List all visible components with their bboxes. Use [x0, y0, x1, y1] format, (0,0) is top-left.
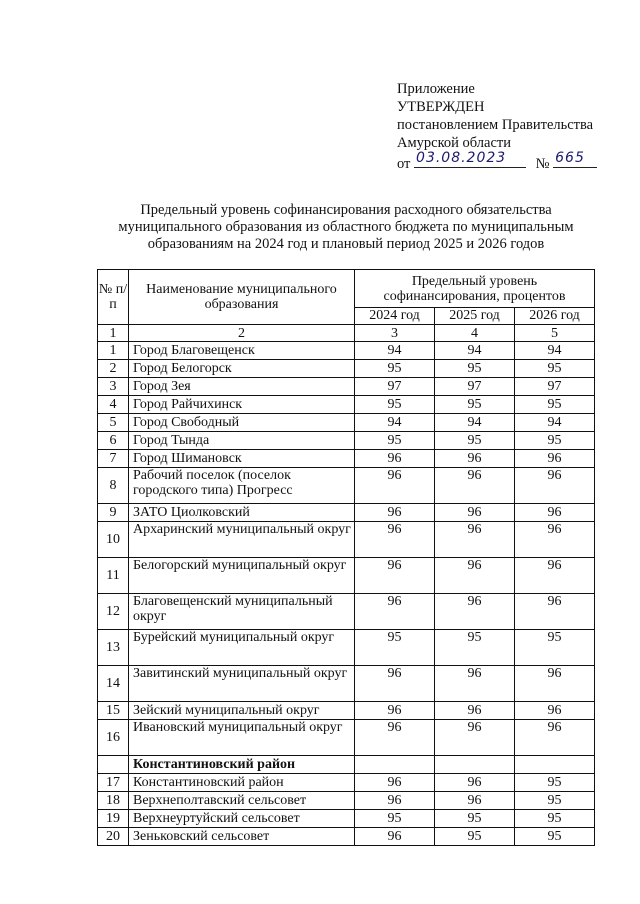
row-value-2025: 96	[435, 666, 515, 702]
colnum-5: 5	[515, 325, 595, 342]
row-value-2026: 94	[515, 342, 595, 360]
table-row	[98, 810, 595, 828]
row-name: Завитинский муниципальный округ	[129, 666, 355, 702]
row-value-2024: 96	[355, 666, 435, 702]
row-value-2026: 96	[515, 666, 595, 702]
row-value-2026: 95	[515, 432, 595, 450]
cofinancing-table	[97, 269, 595, 846]
row-value-2025: 96	[435, 792, 515, 810]
table-row	[98, 378, 595, 396]
row-number: 17	[98, 774, 129, 792]
row-number: 1	[98, 342, 129, 360]
table-row	[98, 828, 595, 846]
row-number: 12	[98, 594, 129, 630]
row-value-2024: 96	[355, 504, 435, 522]
title-line-1: Предельный уровень софинансирования расходного обязательства	[140, 202, 552, 218]
row-value-2026: 96	[515, 702, 595, 720]
row-value-2024: 96	[355, 522, 435, 558]
table-row	[98, 414, 595, 432]
approval-date-row	[397, 152, 597, 173]
row-value-2025: 95	[435, 396, 515, 414]
row-value-2024: 95	[355, 630, 435, 666]
row-name: Верхнеполтавский сельсовет	[129, 792, 355, 810]
row-value-2026: 95	[515, 810, 595, 828]
approval-region: Амурской области	[397, 135, 511, 151]
row-value-2024: 96	[355, 702, 435, 720]
colnum-2: 2	[129, 325, 355, 342]
row-number: 11	[98, 558, 129, 594]
row-value	[515, 756, 595, 774]
handwritten-number: 665	[555, 150, 585, 166]
row-number: 20	[98, 828, 129, 846]
section-row	[98, 756, 595, 774]
table-row	[98, 594, 595, 630]
row-value-2026: 95	[515, 774, 595, 792]
row-value-2025: 96	[435, 594, 515, 630]
row-value-2025: 95	[435, 360, 515, 378]
table-row	[98, 666, 595, 702]
row-number: 19	[98, 810, 129, 828]
row-name: Константиновский район	[129, 774, 355, 792]
row-value-2025: 96	[435, 720, 515, 756]
row-name: Город Благовещенск	[129, 342, 355, 360]
row-name: Благовещенский муниципальный округ	[129, 594, 355, 630]
table-row	[98, 522, 595, 558]
header-row-1	[98, 270, 595, 308]
header-level: Предельный уровень софинансирования, процентов	[355, 270, 595, 308]
date-prefix: от	[397, 156, 411, 172]
row-name: Город Белогорск	[129, 360, 355, 378]
row-number: 8	[98, 468, 129, 504]
row-number: 5	[98, 414, 129, 432]
row-value-2024: 94	[355, 342, 435, 360]
row-value-2024: 94	[355, 414, 435, 432]
row-value-2026: 96	[515, 504, 595, 522]
row-value-2025: 96	[435, 468, 515, 504]
row-value-2026: 94	[515, 414, 595, 432]
row-value-2026: 96	[515, 594, 595, 630]
handwritten-date: 03.08.2023	[416, 150, 507, 166]
header-name: Наименование муниципального образования	[129, 270, 355, 325]
table-row	[98, 450, 595, 468]
row-number: 13	[98, 630, 129, 666]
row-name: Город Шимановск	[129, 450, 355, 468]
table-row	[98, 504, 595, 522]
row-number: 9	[98, 504, 129, 522]
row-number	[98, 756, 129, 774]
document-title	[96, 202, 596, 253]
approval-resolution: постановлением Правительства	[397, 117, 594, 133]
table-row	[98, 774, 595, 792]
row-name: ЗАТО Циолковский	[129, 504, 355, 522]
colnum-4: 4	[435, 325, 515, 342]
row-value-2024: 95	[355, 360, 435, 378]
row-number: 18	[98, 792, 129, 810]
row-name: Город Зея	[129, 378, 355, 396]
header-num: № п/п	[98, 270, 129, 325]
row-value	[355, 756, 435, 774]
header-2025: 2025 год	[435, 308, 515, 325]
row-value-2025: 96	[435, 558, 515, 594]
row-value-2024: 97	[355, 378, 435, 396]
row-value-2025: 95	[435, 432, 515, 450]
row-value-2026: 96	[515, 522, 595, 558]
row-name: Город Свободный	[129, 414, 355, 432]
row-value-2026: 95	[515, 630, 595, 666]
row-number: 14	[98, 666, 129, 702]
row-value-2026: 95	[515, 396, 595, 414]
row-value-2024: 95	[355, 810, 435, 828]
row-value-2026: 95	[515, 792, 595, 810]
row-value-2024: 96	[355, 594, 435, 630]
row-value-2025: 97	[435, 378, 515, 396]
row-value-2026: 96	[515, 468, 595, 504]
row-name: Белогорский муниципальный округ	[129, 558, 355, 594]
date-field	[414, 152, 526, 168]
colnum-1: 1	[98, 325, 129, 342]
table-row	[98, 630, 595, 666]
row-value-2024: 95	[355, 432, 435, 450]
number-field	[553, 152, 597, 168]
title-line-2: муниципального образования из областного бюджета по муниципальным	[118, 219, 574, 235]
row-value-2024: 96	[355, 792, 435, 810]
table-body	[98, 342, 595, 846]
row-value-2025: 94	[435, 414, 515, 432]
colnum-3: 3	[355, 325, 435, 342]
header-2024: 2024 год	[355, 308, 435, 325]
row-value-2025: 95	[435, 828, 515, 846]
table-row	[98, 702, 595, 720]
number-prefix: №	[535, 156, 550, 172]
row-value-2024: 95	[355, 396, 435, 414]
row-name: Рабочий поселок (поселок городского типа) Прогресс	[129, 468, 355, 504]
title-line-3: образованиям на 2024 год и плановый период 2025 и 2026 годов	[147, 236, 545, 252]
header-2026: 2026 год	[515, 308, 595, 325]
row-value-2024: 96	[355, 774, 435, 792]
table-row	[98, 720, 595, 756]
row-value-2024: 96	[355, 558, 435, 594]
row-name: Город Тында	[129, 432, 355, 450]
section-title: Константиновский район	[129, 756, 355, 774]
row-name: Ивановский муниципальный округ	[129, 720, 355, 756]
row-name: Зейский муниципальный округ	[129, 702, 355, 720]
row-number: 16	[98, 720, 129, 756]
row-number: 10	[98, 522, 129, 558]
approval-appendix: Приложение	[397, 81, 475, 97]
table-row	[98, 432, 595, 450]
row-value-2025: 94	[435, 342, 515, 360]
row-value-2026: 95	[515, 828, 595, 846]
row-value-2025: 96	[435, 450, 515, 468]
column-number-row	[98, 325, 595, 342]
table-row	[98, 342, 595, 360]
table-row	[98, 360, 595, 378]
row-value-2026: 96	[515, 558, 595, 594]
row-value-2026: 96	[515, 450, 595, 468]
row-name: Зеньковский сельсовет	[129, 828, 355, 846]
row-value-2025: 95	[435, 630, 515, 666]
row-value-2025: 96	[435, 504, 515, 522]
row-name: Архаринский муниципальный округ	[129, 522, 355, 558]
row-value-2026: 97	[515, 378, 595, 396]
table-row	[98, 792, 595, 810]
row-value-2026: 96	[515, 720, 595, 756]
row-value-2024: 96	[355, 450, 435, 468]
row-name: Верхнеуртуйский сельсовет	[129, 810, 355, 828]
table-row	[98, 468, 595, 504]
row-value-2026: 95	[515, 360, 595, 378]
row-value-2025: 96	[435, 702, 515, 720]
row-value-2025: 96	[435, 774, 515, 792]
row-number: 4	[98, 396, 129, 414]
row-value-2024: 96	[355, 720, 435, 756]
row-number: 15	[98, 702, 129, 720]
approval-approved: УТВЕРЖДЕН	[397, 99, 485, 115]
row-value-2025: 96	[435, 522, 515, 558]
row-number: 6	[98, 432, 129, 450]
approval-block	[397, 80, 597, 173]
row-value-2024: 96	[355, 828, 435, 846]
row-value-2024: 96	[355, 468, 435, 504]
table-row	[98, 396, 595, 414]
row-number: 7	[98, 450, 129, 468]
table-row	[98, 558, 595, 594]
row-name: Город Райчихинск	[129, 396, 355, 414]
row-number: 2	[98, 360, 129, 378]
row-value-2025: 95	[435, 810, 515, 828]
row-value	[435, 756, 515, 774]
row-number: 3	[98, 378, 129, 396]
row-name: Бурейский муниципальный округ	[129, 630, 355, 666]
